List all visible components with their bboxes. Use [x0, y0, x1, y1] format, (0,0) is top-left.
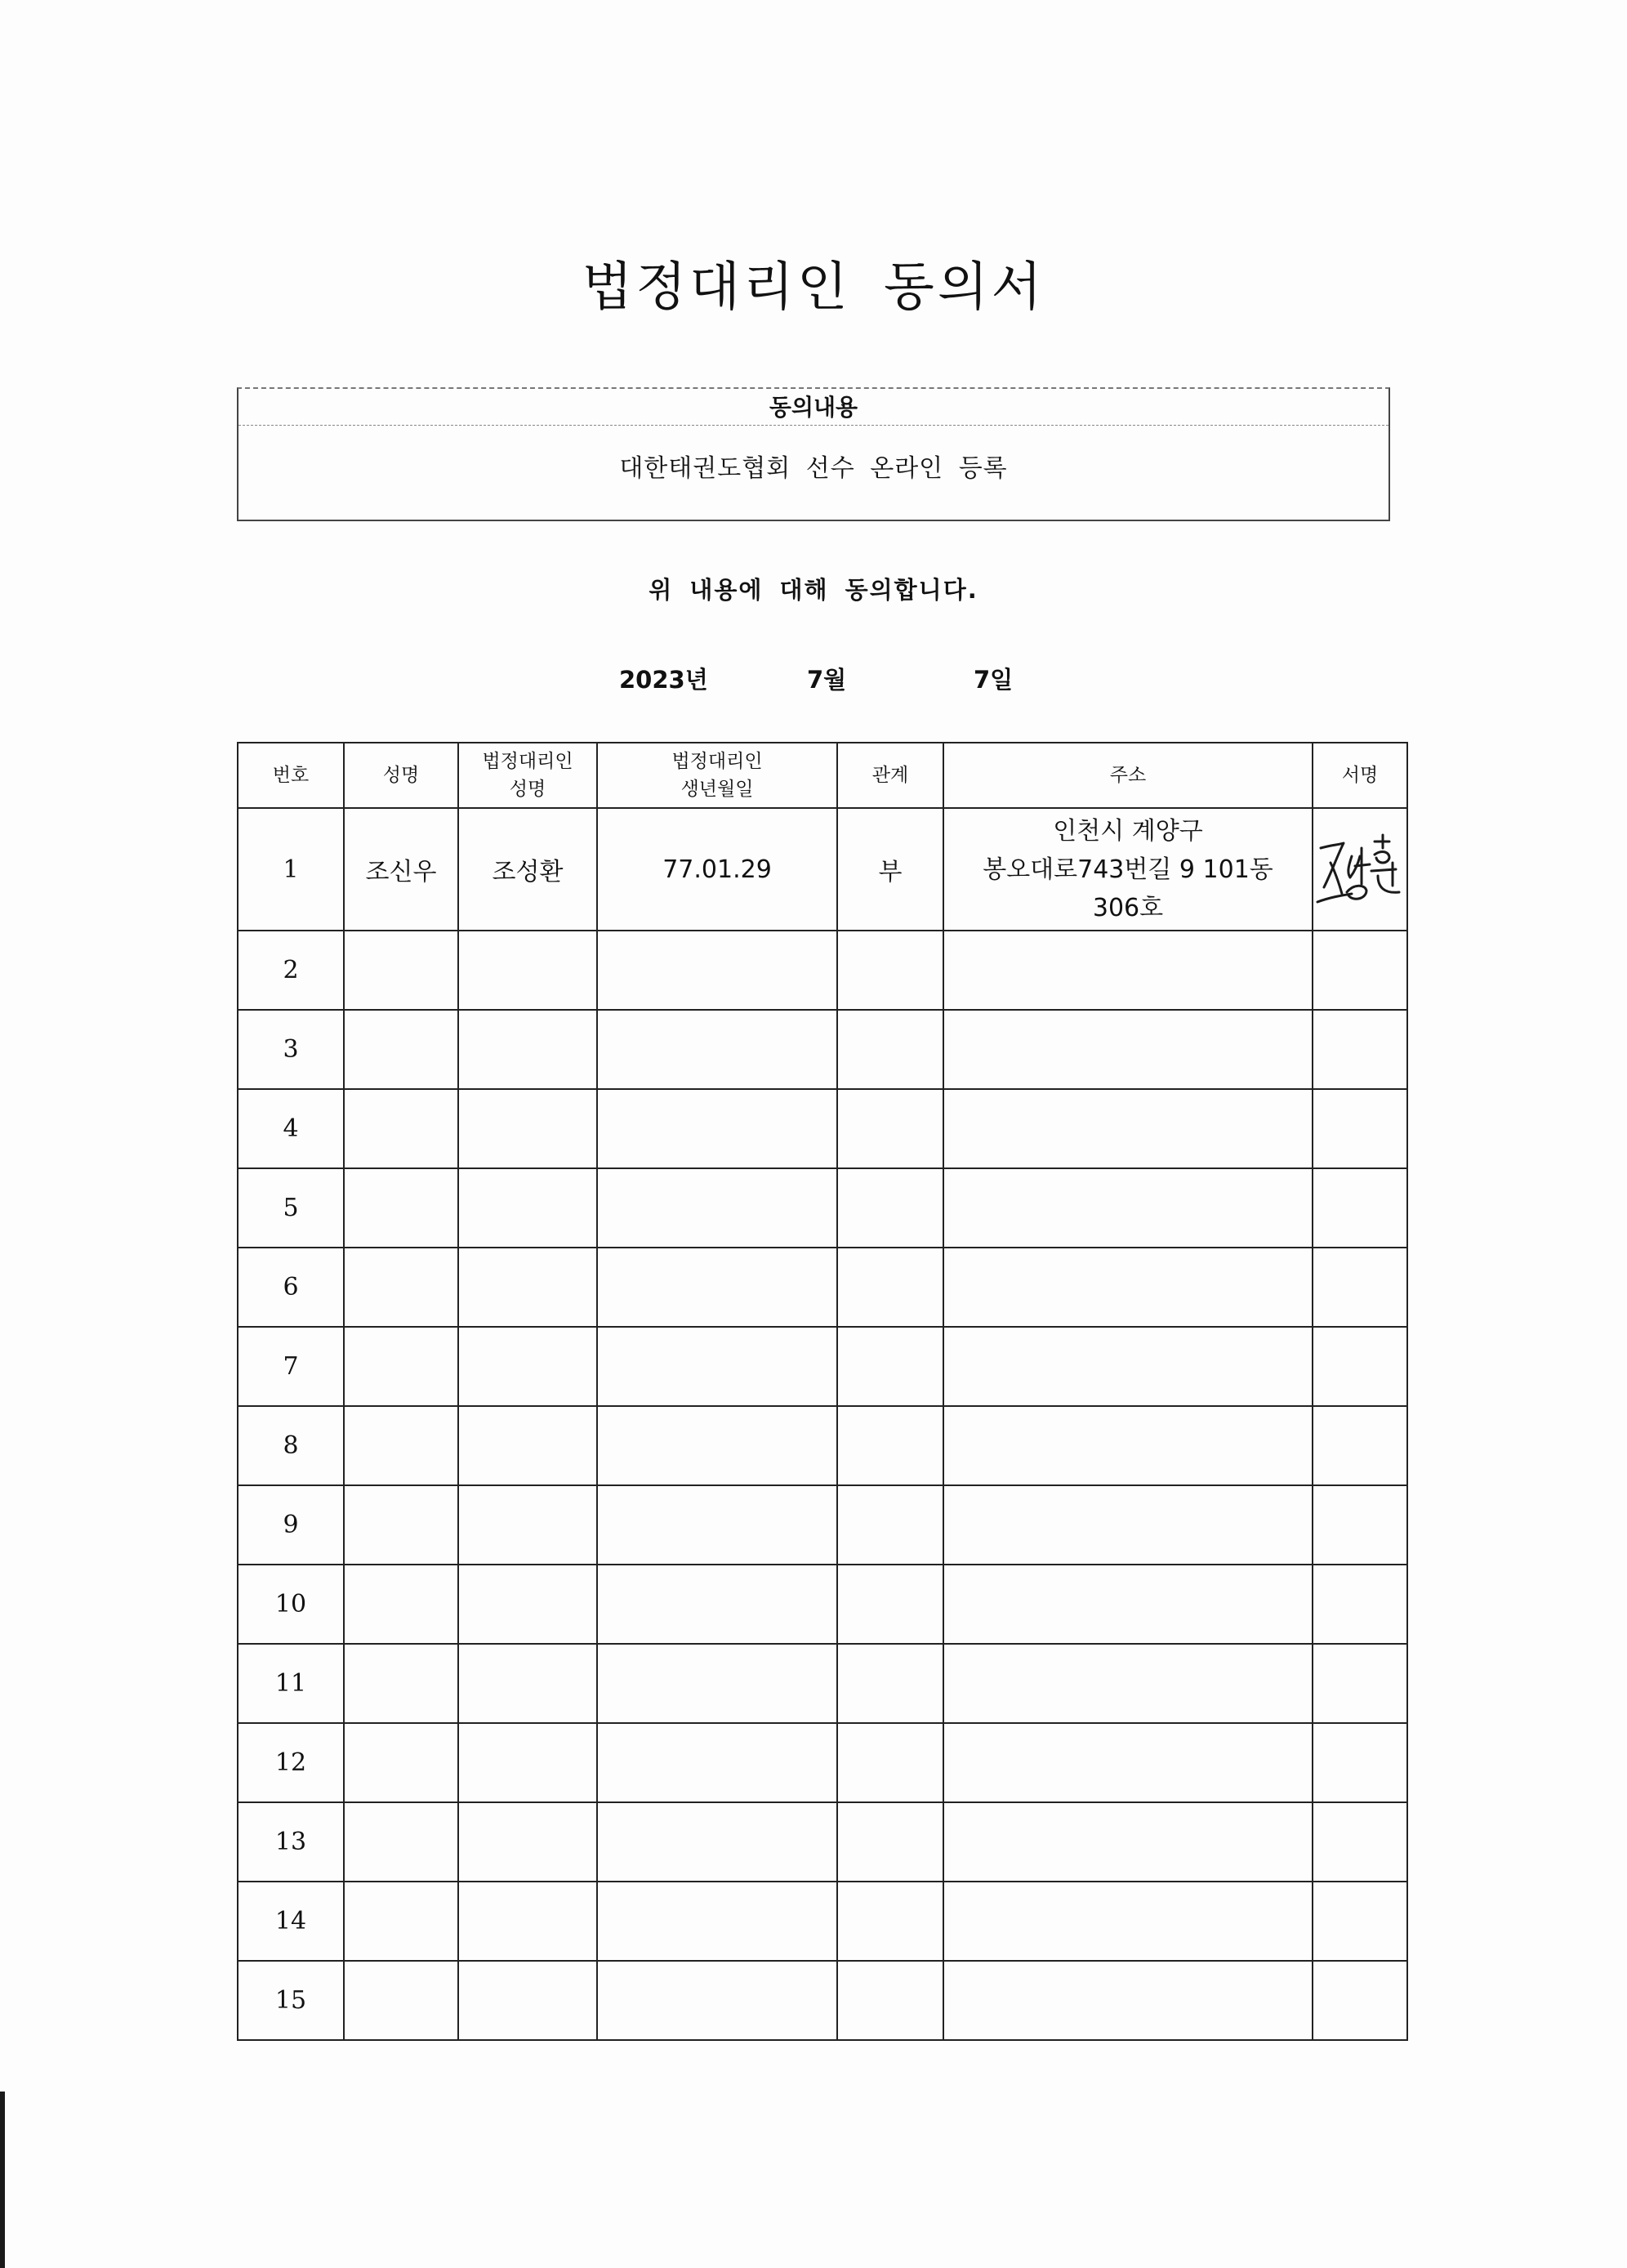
row-number: 3: [238, 1010, 344, 1089]
row-address: [943, 931, 1313, 1010]
row-signature: [1313, 1327, 1407, 1406]
row-name: [344, 931, 458, 1010]
table-row: [238, 1485, 1407, 1565]
row-guardian-name: [458, 1961, 597, 2040]
row-guardian-name: [458, 1089, 597, 1168]
row-relation: [837, 1723, 943, 1802]
row-guardian-name: [458, 1644, 597, 1723]
row-guardian-birth: [597, 1406, 837, 1485]
row-number: 15: [238, 1961, 344, 2040]
row-guardian-birth: [597, 1248, 837, 1327]
row-number: 9: [238, 1485, 344, 1565]
row-signature: [1313, 1802, 1407, 1882]
row-address: [943, 1168, 1313, 1248]
row-guardian-name: 조성환: [458, 808, 597, 931]
row-number: 4: [238, 1089, 344, 1168]
row-guardian-birth: [597, 1723, 837, 1802]
row-name: [344, 1089, 458, 1168]
date-day: 7일: [974, 666, 1014, 694]
row-address: [943, 1961, 1313, 2040]
row-guardian-birth: [597, 1010, 837, 1089]
table-row: [238, 1168, 1407, 1248]
header-guardian-name-line1: 법정대리인: [482, 751, 573, 772]
row-name: [344, 1565, 458, 1644]
row-guardian-name: [458, 1485, 597, 1565]
header-name: 성명: [344, 743, 458, 808]
row-signature: [1313, 1961, 1407, 2040]
row-guardian-name: [458, 1406, 597, 1485]
table-row: [238, 1644, 1407, 1723]
row-guardian-birth: [597, 1089, 837, 1168]
row-guardian-name: [458, 1248, 597, 1327]
header-guardian-birth-line1: 법정대리인: [671, 751, 763, 772]
header-guardian-birth-line2: 생년월일: [680, 779, 754, 800]
row-relation: [837, 1168, 943, 1248]
row-address: [943, 1248, 1313, 1327]
header-signature: 서명: [1313, 743, 1407, 808]
row-name: [344, 1010, 458, 1089]
row-guardian-birth: [597, 1802, 837, 1882]
row-guardian-birth: [597, 1168, 837, 1248]
guardian-table: [237, 742, 1408, 2041]
row-guardian-name: [458, 931, 597, 1010]
table-row: [238, 1089, 1407, 1168]
row-name: [344, 1248, 458, 1327]
row-guardian-birth: [597, 1565, 837, 1644]
scan-edge-shadow: [0, 2092, 5, 2268]
row-signature: [1313, 1248, 1407, 1327]
row-address: [943, 1802, 1313, 1882]
row-signature: [1313, 1882, 1407, 1961]
row-guardian-birth: 77.01.29: [597, 808, 837, 931]
row-guardian-birth: [597, 1485, 837, 1565]
row-relation: [837, 1010, 943, 1089]
date-year: 2023년: [619, 666, 708, 694]
row-address: [943, 1644, 1313, 1723]
row-number: 13: [238, 1802, 344, 1882]
row-signature: [1313, 1089, 1407, 1168]
row-name: [344, 1723, 458, 1802]
row-relation: [837, 1644, 943, 1723]
row-number: 11: [238, 1644, 344, 1723]
header-guardian-name: [458, 743, 597, 808]
row-number: 10: [238, 1565, 344, 1644]
header-number: 번호: [238, 743, 344, 808]
header-guardian-name-line2: 성명: [509, 779, 546, 800]
table-row: [238, 1802, 1407, 1882]
row-signature: [1313, 1723, 1407, 1802]
agree-statement: 위 내용에 대해 동의합니다.: [649, 576, 978, 604]
row-address: [943, 1723, 1313, 1802]
row-guardian-birth: [597, 1961, 837, 2040]
table-row: [238, 1565, 1407, 1644]
row-relation: [837, 1327, 943, 1406]
row-relation: [837, 1565, 943, 1644]
document-title: 법정대리인 동의서: [582, 257, 1045, 318]
consent-box: [237, 387, 1390, 521]
row-guardian-name: [458, 1327, 597, 1406]
row-address: [943, 1010, 1313, 1089]
table-row: [238, 1882, 1407, 1961]
date-month: 7월: [807, 666, 847, 694]
row-address: [943, 1327, 1313, 1406]
header-address: 주소: [943, 743, 1313, 808]
row-name: [344, 1961, 458, 2040]
row-name: [344, 1802, 458, 1882]
header-guardian-birth: [597, 743, 837, 808]
row-name: [344, 1644, 458, 1723]
row-address-line1: 인천시 계양구: [1053, 816, 1203, 846]
row-signature: [1313, 1644, 1407, 1723]
row-address: [943, 1565, 1313, 1644]
row-number: 2: [238, 931, 344, 1010]
table-row: [238, 1406, 1407, 1485]
row-name: [344, 1882, 458, 1961]
row-signature: [1313, 1168, 1407, 1248]
row-signature: [1313, 1485, 1407, 1565]
row-guardian-birth: [597, 931, 837, 1010]
row-address: [943, 1485, 1313, 1565]
row-signature: [1313, 1565, 1407, 1644]
row-number: 1: [238, 808, 344, 931]
row-relation: [837, 1248, 943, 1327]
row-number: 6: [238, 1248, 344, 1327]
row-number: 14: [238, 1882, 344, 1961]
row-signature: [1313, 808, 1407, 931]
row-signature: [1313, 931, 1407, 1010]
row-name: 조신우: [344, 808, 458, 931]
row-guardian-name: [458, 1168, 597, 1248]
row-address-line3: 306호: [1092, 893, 1164, 922]
row-address: [943, 1089, 1313, 1168]
consent-content: 대한태권도협회 선수 온라인 등록: [619, 454, 1008, 483]
row-number: 12: [238, 1723, 344, 1802]
table-row: [238, 1248, 1407, 1327]
table-row: [238, 1961, 1407, 2040]
table-row: [238, 931, 1407, 1010]
table-header-row: [238, 743, 1407, 808]
handwritten-signature: [1314, 824, 1406, 915]
table-row: [238, 1723, 1407, 1802]
row-guardian-name: [458, 1723, 597, 1802]
row-relation: [837, 1089, 943, 1168]
row-name: [344, 1485, 458, 1565]
row-name: [344, 1327, 458, 1406]
table-row: [238, 1327, 1407, 1406]
row-guardian-name: [458, 1882, 597, 1961]
row-relation: 부: [837, 808, 943, 931]
table-row: [238, 1010, 1407, 1089]
row-relation: [837, 1882, 943, 1961]
row-guardian-name: [458, 1565, 597, 1644]
row-guardian-name: [458, 1010, 597, 1089]
row-number: 7: [238, 1327, 344, 1406]
row-guardian-name: [458, 1802, 597, 1882]
row-name: [344, 1406, 458, 1485]
row-relation: [837, 1406, 943, 1485]
row-signature: [1313, 1406, 1407, 1485]
row-signature: [1313, 1010, 1407, 1089]
row-name: [344, 1168, 458, 1248]
table-row: [238, 808, 1407, 931]
row-relation: [837, 1802, 943, 1882]
row-address: [943, 1406, 1313, 1485]
row-address: [943, 1882, 1313, 1961]
row-address: [943, 808, 1313, 931]
row-guardian-birth: [597, 1882, 837, 1961]
row-guardian-birth: [597, 1644, 837, 1723]
consent-heading: 동의내용: [238, 389, 1389, 426]
row-relation: [837, 1485, 943, 1565]
header-relation: 관계: [837, 743, 943, 808]
row-number: 5: [238, 1168, 344, 1248]
row-relation: [837, 1961, 943, 2040]
row-number: 8: [238, 1406, 344, 1485]
row-relation: [837, 931, 943, 1010]
row-address-line2: 봉오대로743번길 9 101동: [983, 855, 1273, 884]
row-guardian-birth: [597, 1327, 837, 1406]
